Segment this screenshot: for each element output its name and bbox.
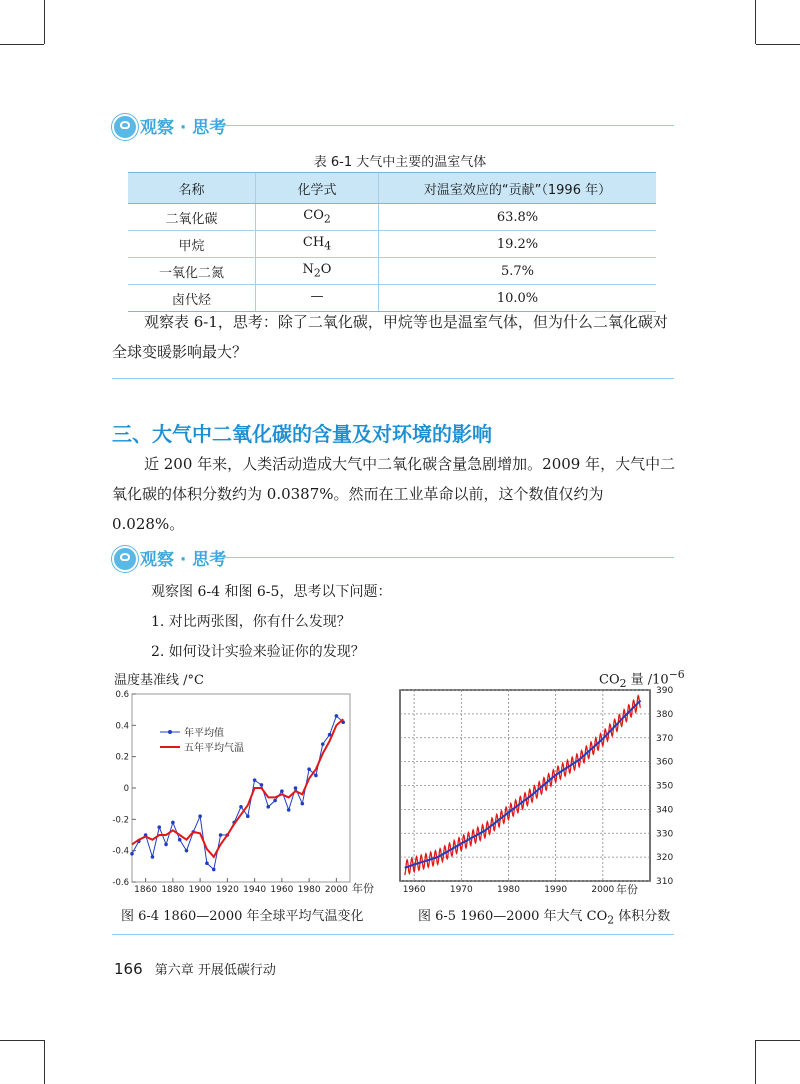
y-tick-label: 0 [123,784,129,794]
x-tick-label: 1980 [297,885,321,895]
divider [112,934,674,935]
data-point [321,742,325,746]
fig4-ylabel: 温度基准线 /°C [114,673,204,688]
observe-title: 观察 · 思考 [140,118,227,138]
gas-formula: $CH_4$ [256,231,379,258]
x-tick-label: 1880 [161,885,185,895]
crop-mark [44,1040,45,1084]
observe-header [112,112,674,140]
y-tick-label: 330 [656,829,674,840]
data-point [294,786,298,790]
column-header: 名称 [128,173,256,204]
y-tick-label: 0.4 [115,721,129,732]
data-point [273,799,277,803]
data-point [171,821,175,825]
data-point [157,825,161,829]
gas-name: 甲烷 [128,231,256,258]
data-point [219,833,223,837]
section-title: 三、大气中二氧化碳的含量及对环境的影响 [112,422,492,446]
data-point [280,789,284,793]
fig4-caption: 图 6-4 1860—2000 年全球平均气温变化 [121,909,364,924]
data-point [178,838,182,842]
x-tick-label: 1980 [497,885,520,895]
crop-mark [44,0,45,44]
data-point [239,805,243,809]
gas-contribution: 63.8% [379,204,657,231]
table-row [128,258,656,285]
y-tick-label: -0.6 [112,878,129,888]
data-point [246,814,250,818]
x-tick-label: 1900 [188,885,212,895]
data-point [314,774,318,778]
data-point [253,778,257,782]
gas-name: 一氧化二氮 [128,258,256,285]
question-item: 2. 如何设计实验来验证你的发现？ [151,644,365,660]
table-row [128,231,656,258]
x-axis-label: 年份 [616,883,638,896]
column-header: 对温室效应的“贡献”（1996 年） [379,173,657,204]
data-point [185,849,189,853]
gas-contribution: 5.7% [379,258,657,285]
data-point [205,861,209,865]
data-point [212,868,216,872]
y-tick-label: 320 [656,853,674,864]
page-footer [114,959,276,978]
data-point [266,805,270,809]
observe-question: 观察表 6-1，思考：除了二氧化碳，甲烷等也是温室气体，但为什么二氧化碳对全球变暖影响最大？ [112,313,668,361]
x-tick-label: 1960 [402,885,426,895]
data-point [287,808,291,812]
y-tick-label: 350 [656,781,674,792]
y-tick-label: -0.4 [112,846,129,857]
crop-mark [755,1040,756,1084]
crop-mark [756,44,800,45]
gas-name: 卤代烃 [128,285,256,312]
observe-title: 观察 · 思考 [140,550,227,570]
divider [222,557,674,558]
question-item: 1. 对比两张图，你有什么发现？ [151,614,351,630]
gas-formula: $N_2O$ [256,258,379,285]
table-row [128,204,656,231]
table-header-row [128,173,656,204]
chapter-title: 第六章 开展低碳行动 [154,963,276,978]
questions-intro: 观察图 6-4 和图 6-5，思考以下问题： [151,584,392,600]
data-point [151,855,155,859]
data-point [164,843,168,847]
x-tick-label: 1990 [544,885,568,895]
fig5-caption: 图 6-5 1960—2000 年大气 $CO_2$ 体积分数 [418,909,671,927]
greenhouse-gas-table [128,172,656,312]
section-paragraph: 近 200 年来，人类活动造成大气中二氧化碳含量急剧增加。2009 年，大气中二氧化碳的体积分数约为 0.0387%。然而在工业革命以前，这个数值仅约为 0.028%。 [112,455,676,533]
page-number: 166 [114,960,143,978]
observe-header [112,544,674,572]
table-caption: 表 6-1 大气中主要的温室气体 [313,155,487,170]
x-tick-label: 1970 [449,885,473,895]
data-point [307,767,311,771]
owl-icon [112,546,138,572]
crop-mark [756,1040,800,1041]
legend-annual-label: 年平均值 [184,728,224,739]
crop-mark [0,1040,44,1041]
y-tick-label: 340 [656,805,674,816]
y-tick-label: 0.2 [115,752,129,763]
x-tick-label: 1960 [270,885,294,895]
x-tick-label: 2000 [324,885,348,895]
y-tick-label: 390 [656,686,674,696]
divider [112,378,674,379]
data-point [198,814,202,818]
data-point [335,714,339,718]
divider [222,125,674,126]
legend-annual-marker [168,730,172,734]
temperature-chart [110,686,382,896]
x-tick-label: 2000 [591,885,615,895]
y-tick-label: -0.2 [112,815,129,826]
gas-name: 二氧化碳 [128,204,256,231]
co2-chart [398,686,688,896]
legend-smooth-label: 五年平均气温 [184,743,244,754]
data-point [130,852,134,856]
y-tick-label: 370 [656,733,674,744]
y-tick-label: 310 [656,877,674,887]
data-point [301,802,305,806]
y-tick-label: 0.6 [115,690,129,700]
crop-mark [0,44,44,45]
gas-contribution: 10.0% [379,285,657,312]
gas-contribution: 19.2% [379,231,657,258]
gas-formula: $CO_2$ [256,204,379,231]
plot-frame [132,694,350,882]
x-tick-label: 1920 [215,885,239,895]
fig5-ylabel: $CO_2$ 量 $/10^{-6}$ [599,668,685,690]
column-header: 化学式 [256,173,379,204]
x-tick-label: 1940 [243,885,267,895]
y-tick-label: 360 [656,757,674,768]
data-point [260,783,264,787]
y-tick-label: 380 [656,709,674,720]
x-axis-label: 年份 [352,882,374,895]
crop-mark [755,0,756,44]
gas-formula: — [256,285,379,312]
owl-icon [112,114,138,140]
x-tick-label: 1860 [134,885,158,895]
